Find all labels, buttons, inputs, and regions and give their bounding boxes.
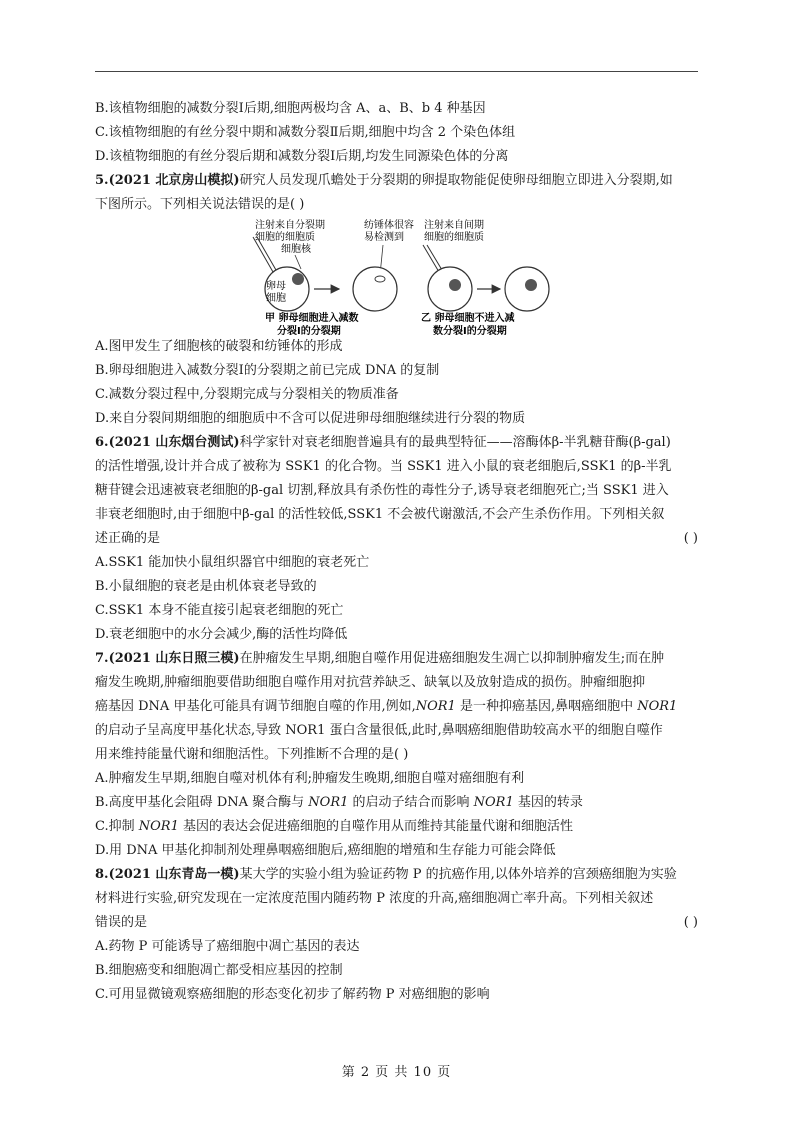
q5-number: 5. [95,173,109,188]
q4-option-d: D.该植物细胞的有丝分裂后期和减数分裂Ⅰ后期,均发生同源染色体的分离 [95,149,509,164]
q6-answer-blank: ( ) [683,531,698,546]
fig-nucleus-b-after [525,279,537,291]
q6-stem-line-3: 糖苷键会迅速被衰老细胞的β-gal 切割,释放具有杀伤性的毒性分子,诱导衰老细胞死亡;当 SSK1 进入 [95,483,669,498]
fig-caption-b-1: 乙 卵母细胞不进入减 [421,313,515,324]
q7-stem-line-3: 癌基因 DNA 甲基化可能具有调节细胞自噬的作用,例如,NOR1 是一种抑癌基因,鼻咽癌细胞中 NOR1 [95,699,678,714]
q6-number: 6. [95,435,109,450]
q7-option-c: C.抑制 NOR1 基因的表达会促进癌细胞的自噬作用从而维持其能量代谢和细胞活性 [95,819,573,834]
q7-option-a: A.肿瘤发生早期,细胞自噬对机体有利;肿瘤发生晚期,细胞自噬对癌细胞有利 [95,771,525,786]
q7-stem-line-2: 瘤发生晚期,肿瘤细胞要借助细胞自噬作用对抗营养缺乏、缺氧以及放射造成的损伤。肿瘤细胞抑 [95,675,646,690]
q7-stem-line-5: 用来维持能量代谢和细胞活性。下列推断不合理的是( ) [95,747,409,762]
oocyte-injection-diagram [95,217,698,335]
page-content [95,97,698,1007]
q7-number: 7. [95,651,109,666]
q6-source: (2021 山东烟台测试) [108,435,240,450]
fig-label-b-line1: 注射来自间期 [424,220,484,231]
q5-stem-line-2: 下图所示。下列相关说法错误的是( ) [95,197,305,212]
q7-stem-line-1: 7.(2021 山东日照三模)在肿瘤发生早期,细胞自噬作用促进癌细胞发生凋亡以抑制肿瘤发生;而在肿 [95,651,665,666]
q8-stem-line-1: 8.(2021 山东青岛一模)某大学的实验小组为验证药物 P 的抗癌作用,以体外培养的宫颈癌细胞为实验 [95,867,677,882]
fig-label-spindle-2: 易检测到 [364,232,404,243]
q8-answer-blank: ( ) [683,915,698,930]
q7-stem-line-4: 的启动子呈高度甲基化状态,导致 NOR1 蛋白含量很低,此时,鼻咽癌细胞借助较高水平的细胞自噬作 [95,723,663,738]
fig-caption-a-1: 甲 卵母细胞进入减数 [265,313,359,324]
q6-stem-line-1: 6.(2021 山东烟台测试)科学家针对衰老细胞普遍具有的最典型特征——溶酶体β-半乳糖苷酶(β-gal) [95,435,671,450]
q5-stem-line-1: 5.(2021 北京房山模拟)研究人员发现爪蟾处于分裂期的卵提取物能促使卵母细胞立即进入分裂期,如 [95,173,673,188]
fig-nucleus-a [292,273,304,285]
q6-option-d: D.衰老细胞中的水分会减少,酶的活性均降低 [95,627,348,642]
q6-stem-line-4: 非衰老细胞时,由于细胞中β-gal 的活性较低,SSK1 不会被代谢激活,不会产生杀伤作用。下列相关叙 [95,507,665,522]
q8-option-c: C.可用显微镜观察癌细胞的形态变化初步了解药物 P 对癌细胞的影响 [95,987,490,1002]
q8-number: 8. [95,867,109,882]
q5-option-d: D.来自分裂间期细胞的细胞质中不含可以促进卵母细胞继续进行分裂的物质 [95,411,526,426]
header-rule [95,71,698,72]
fig-nucleus-b [449,279,461,291]
q6-option-b: B.小鼠细胞的衰老是由机体衰老导致的 [95,579,317,594]
fig-caption-b-2: 数分裂Ⅰ的分裂期 [433,326,507,335]
q8-option-b: B.细胞癌变和细胞凋亡都受相应基因的控制 [95,963,343,978]
q6-stem-line-2: 的活性增强,设计并合成了被称为 SSK1 的化合物。当 SSK1 进入小鼠的衰老细胞后,SSK1 的β-半乳 [95,459,672,474]
q7-option-b: B.高度甲基化会阻碍 DNA 聚合酶与 NOR1 的启动子结合而影响 NOR1 基因的转录 [95,795,583,810]
fig-caption-a-2: 分裂Ⅰ的分裂期 [277,326,341,335]
q6-option-a: A.SSK1 能加快小鼠组织器官中细胞的衰老死亡 [95,555,370,570]
fig-oocyte-a-after [353,267,397,311]
fig-label-oocyte-1: 卵母 [266,281,286,292]
fig-label-spindle-1: 纺锤体很容 [364,220,414,231]
q5-figure [95,217,698,335]
q8-option-a: A.药物 P 可能诱导了癌细胞中凋亡基因的表达 [95,939,360,954]
q4-option-b: B.该植物细胞的减数分裂Ⅰ后期,细胞两极均含 A、a、B、b 4 种基因 [95,101,486,116]
q5-option-a: A.图甲发生了细胞核的破裂和纺锤体的形成 [95,339,343,354]
q8-source: (2021 山东青岛一模) [108,867,240,882]
fig-label-a-line2: 细胞的细胞质 [255,232,315,243]
q8-stem-line-3: 错误的是 ( ) [95,911,698,935]
q7-option-d: D.用 DNA 甲基化抑制剂处理鼻咽癌细胞后,癌细胞的增殖和生存能力可能会降低 [95,843,556,858]
q4-option-c: C.该植物细胞的有丝分裂中期和减数分裂Ⅱ后期,细胞中均含 2 个染色体组 [95,125,516,140]
fig-label-nucleus: 细胞核 [281,244,311,255]
fig-label-a-line1: 注射来自分裂期 [255,220,325,231]
page-footer: 第 2 页 共 10 页 [341,1065,452,1080]
q5-source: (2021 北京房山模拟) [108,173,240,188]
q6-option-c: C.SSK1 本身不能直接引起衰老细胞的死亡 [95,603,344,618]
q7-source: (2021 山东日照三模) [108,651,240,666]
fig-label-oocyte-2: 细胞 [266,293,286,304]
q5-option-c: C.减数分裂过程中,分裂期完成与分裂相关的物质准备 [95,387,399,402]
fig-label-b-line2: 细胞的细胞质 [424,232,484,243]
fig-oocyte-b [428,267,472,311]
q8-stem-line-2: 材料进行实验,研究发现在一定浓度范围内随药物 P 浓度的升高,癌细胞凋亡率升高。下列相关叙述 [95,891,654,906]
q5-option-b: B.卵母细胞进入减数分裂Ⅰ的分裂期之前已完成 DNA 的复制 [95,363,440,378]
q6-stem-line-5: 述正确的是 ( ) [95,527,698,551]
fig-needle-b [423,245,439,272]
